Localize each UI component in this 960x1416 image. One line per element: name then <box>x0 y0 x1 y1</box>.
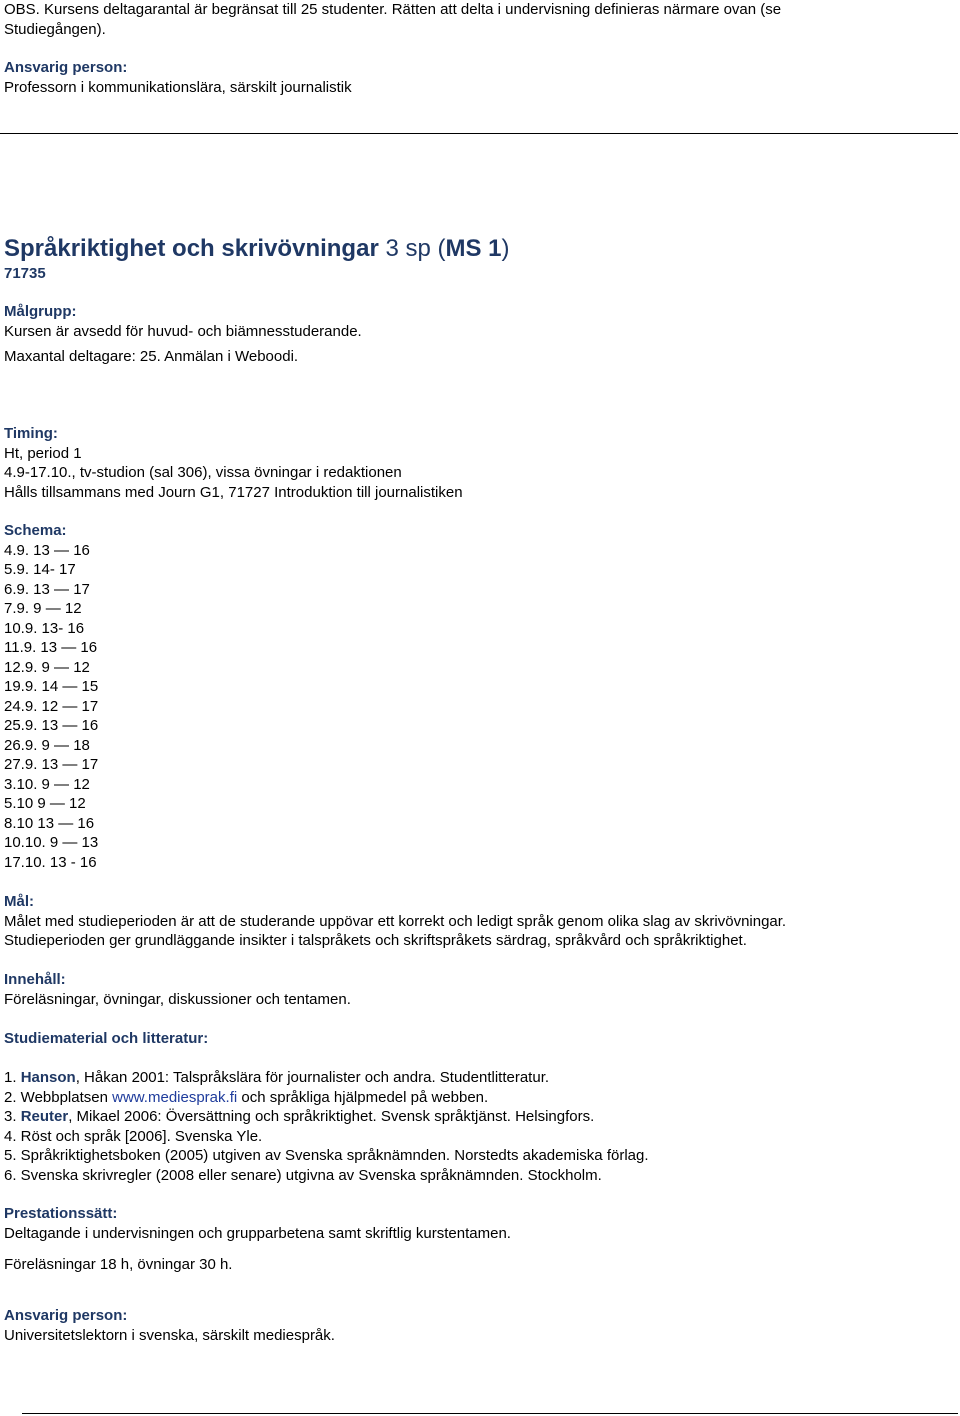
schedule-item: 11.9. 13 — 16 <box>4 639 98 656</box>
literature-author: Hanson <box>20 1069 76 1086</box>
schedule-item: 10.10. 9 — 13 <box>4 834 99 851</box>
schedule-item: 17.10. 13 - 16 <box>4 853 97 871</box>
assessment-text: Deltagande i undervisningen och grupparbetena samt skriftlig kurstentamen. <box>4 1224 511 1242</box>
note-line-2: Studiegången). <box>4 20 106 38</box>
schedule-item: 5.9. 14- 17 <box>4 561 76 578</box>
literature-item-5: 5. Språkriktighetsboken (2005) utgiven av Svenska språknämnden. Norstedts akademiska förlag. <box>4 1147 649 1164</box>
intro-responsible <box>4 58 352 97</box>
course-meta <box>4 264 46 284</box>
link-part: mediesprak <box>147 1088 226 1106</box>
literature-item-1 <box>4 1068 649 1088</box>
literature-item-2 <box>4 1088 649 1108</box>
assessment-label: Prestationssätt: <box>4 1205 118 1222</box>
target-section <box>4 302 362 367</box>
hours-text: Föreläsningar 18 h, övningar 30 h. <box>4 1256 233 1273</box>
course-code: 71735 <box>4 265 46 282</box>
assessment-section <box>4 1204 511 1243</box>
schedule-item: 24.9. 12 — 17 <box>4 697 99 715</box>
link-part: .fi <box>225 1088 238 1106</box>
responsible-value: Professorn i kommunikationslära, särskilt journalistik <box>4 78 352 96</box>
literature-item-3 <box>4 1107 649 1127</box>
max-participants-text: Maxantal deltagare: 25. Anmälan i Weboodi. <box>4 348 299 365</box>
note-line-1: OBS. Kursens deltagarantal är begränsat till 25 studenter. Rätten att delta i undervisning definieras närmare ovan (se <box>4 1 782 18</box>
course-responsible <box>4 1306 335 1345</box>
literature-text: , Mikael 2006: Översättning och språkriktighet. Svensk språktjänst. Helsingfors. <box>68 1108 595 1125</box>
responsible-label: Ansvarig person: <box>4 1307 128 1324</box>
content-section <box>4 970 351 1009</box>
schedule-item: 19.9. 14 — 15 <box>4 678 99 695</box>
literature-author: Reuter <box>20 1108 69 1125</box>
course-title-main: Språkriktighet och skrivövningar <box>4 235 379 262</box>
responsible-label: Ansvarig person: <box>4 59 128 76</box>
schedule-item: 12.9. 9 — 12 <box>4 658 90 676</box>
content-text: Föreläsningar, övningar, diskussioner och tentamen. <box>4 990 351 1008</box>
course-title <box>4 234 510 264</box>
content-label: Innehåll: <box>4 971 66 988</box>
goal-line: Studieperioden ger grundläggande insikter i talspråkets och skriftspråkets särdrag, språkvård och språkriktighet. <box>4 932 747 949</box>
goal-section <box>4 892 786 951</box>
schedule-item: 8.10 13 — 16 <box>4 814 95 832</box>
schedule-item: 25.9. 13 — 16 <box>4 717 99 734</box>
schedule-item: 6.9. 13 — 17 <box>4 580 90 598</box>
schedule-item: 4.9. 13 — 16 <box>4 541 90 559</box>
schedule-item: 27.9. 13 — 17 <box>4 756 99 773</box>
literature-text: 2. Webbplatsen <box>4 1088 113 1106</box>
course-title-close: ) <box>501 235 510 262</box>
literature-label: Studiematerial och litteratur: <box>4 1030 209 1047</box>
timing-line: Ht, period 1 <box>4 444 82 462</box>
literature-text: , Håkan 2001: Talspråkslära för journalister och andra. Studentlitteratur. <box>75 1069 550 1086</box>
schedule-item: 10.9. 13- 16 <box>4 619 85 637</box>
schedule-item: 5.10 9 — 12 <box>4 795 86 812</box>
timing-line: Hålls tillsammans med Journ G1, 71727 Introduktion till journalistiken <box>4 483 463 501</box>
target-text: Kursen är avsedd för huvud- och biämnesstuderande. <box>4 322 362 340</box>
hours-section <box>4 1255 232 1275</box>
goal-label: Mål: <box>4 893 34 910</box>
timing-label: Timing: <box>4 425 58 442</box>
literature-item-6: 6. Svenska skrivregler (2008 eller senare) utgivna av Svenska språknämnden. Stockholm. <box>4 1166 602 1184</box>
literature-section <box>4 1029 208 1049</box>
schedule-item: 26.9. 9 — 18 <box>4 736 90 754</box>
schedule-section <box>4 521 98 872</box>
course-title-credits: 3 sp ( <box>378 235 446 262</box>
link-part: www. <box>112 1088 148 1106</box>
schedule-item: 3.10. 9 — 12 <box>4 775 90 793</box>
section-divider-bottom <box>22 1413 958 1414</box>
timing-section <box>4 424 463 502</box>
literature-list <box>4 1068 649 1185</box>
course-title-code: MS 1 <box>445 235 502 262</box>
mediesprak-link[interactable] <box>112 1089 237 1106</box>
literature-text: och språkliga hjälpmedel på webben. <box>237 1088 489 1106</box>
goal-line: Målet med studieperioden är att de studerande uppövar ett korrekt och ledigt språk genom olika slag av skrivövningar. <box>4 912 787 930</box>
section-divider-top <box>0 133 958 134</box>
schedule-label: Schema: <box>4 522 67 539</box>
literature-item-4: 4. Röst och språk [2006]. Svenska Yle. <box>4 1127 263 1145</box>
target-label: Målgrupp: <box>4 303 77 320</box>
schedule-item: 7.9. 9 — 12 <box>4 600 82 617</box>
literature-number: 3. <box>4 1108 21 1125</box>
literature-number: 1. <box>4 1069 21 1086</box>
intro-section <box>4 0 781 39</box>
responsible-value: Universitetslektorn i svenska, särskilt mediespråk. <box>4 1326 335 1344</box>
timing-line: 4.9-17.10., tv-studion (sal 306), vissa övningar i redaktionen <box>4 464 402 481</box>
